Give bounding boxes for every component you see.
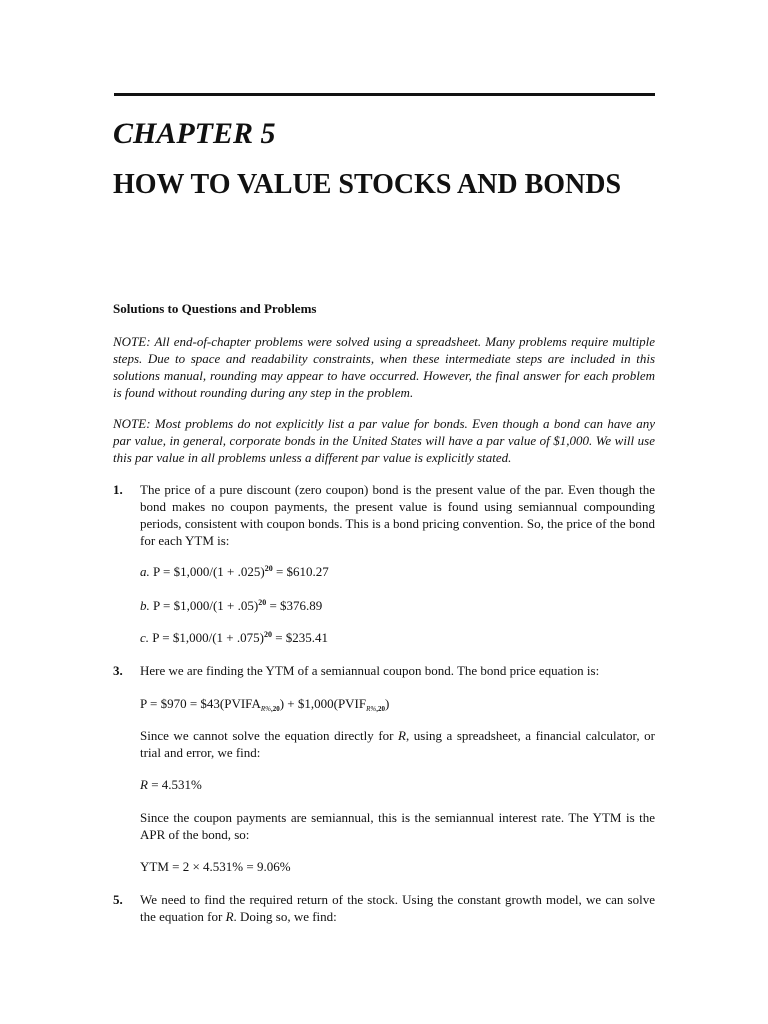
part-b-result: = $376.89 <box>266 598 323 613</box>
problem-1a-equation <box>140 563 329 580</box>
problem-3-number: 3. <box>113 663 123 678</box>
part-c-label: c. <box>140 630 150 645</box>
pvif-rate-subscript: R% <box>366 705 377 713</box>
equation-part-2: ) + $1,000(PVIF <box>279 696 367 711</box>
part-c-result: = $235.41 <box>271 630 329 645</box>
pvif-period-subscript: ,20 <box>376 705 385 713</box>
equation-part-1: P = $970 = $43(PVIFA <box>140 696 261 711</box>
problem-5-variable: R <box>225 909 234 924</box>
solve-variable: R <box>398 728 406 743</box>
problem-3-ytm: YTM = 2 × 4.531% = 9.06% <box>140 859 291 874</box>
part-a-lhs: P = $1,000/(1 + .025) <box>153 564 265 579</box>
problem-3-price-equation <box>140 695 389 715</box>
problem-3-result <box>140 776 202 793</box>
problem-3-intro: Here we are finding the YTM of a semiannual coupon bond. The bond price equation is: <box>140 663 600 678</box>
result-variable: R <box>140 777 148 792</box>
part-c-lhs: P = $1,000/(1 + .075) <box>152 630 264 645</box>
top-rule <box>114 93 655 96</box>
problem-1-number: 1. <box>113 482 123 497</box>
pvifa-rate-subscript: R% <box>260 705 271 713</box>
problem-5-text-pre: We need to find the required return of the stock. Using the constant growth model, we can solve the equation for <box>140 892 655 924</box>
solve-text-post: , using a spreadsheet, a financial calculator, or trial and error, we find: <box>140 728 655 760</box>
solve-text-pre: Since we cannot solve the equation directly for <box>140 728 399 743</box>
chapter-number: CHAPTER 5 <box>113 117 276 150</box>
part-b-exponent: 20 <box>258 598 267 607</box>
pvifa-period-subscript: ,20 <box>270 705 280 713</box>
result-value: = 4.531% <box>147 777 202 792</box>
part-a-exponent: 20 <box>264 564 273 573</box>
problem-5-number: 5. <box>113 892 123 907</box>
problem-3-solve-text <box>140 727 655 761</box>
equation-part-3: ) <box>384 696 390 711</box>
part-c-exponent: 20 <box>263 630 272 639</box>
section-heading: Solutions to Questions and Problems <box>113 301 317 316</box>
note-paragraph-1: NOTE: All end-of-chapter problems were solved using a spreadsheet. Many problems require multiple steps. Due to space and readability constraints, when these intermediate steps are included in this solutions manual, rounding may appear to have occurred. However, the final answer for each problem is found without rounding during any step in the problem. <box>113 334 655 400</box>
part-b-label: b. <box>140 598 150 613</box>
problem-1b-equation <box>140 597 322 614</box>
chapter-title: HOW TO VALUE STOCKS AND BONDS <box>113 169 622 200</box>
part-b-lhs: P = $1,000/(1 + .05) <box>153 598 259 613</box>
note-paragraph-2: NOTE: Most problems do not explicitly list a par value for bonds. Even though a bond can have any par value, in general, corporate bonds in the United States will have a par value of $1,000. We will use this par value in all problems unless a different par value is explicitly stated. <box>113 416 655 465</box>
problem-3-semiannual-text: Since the coupon payments are semiannual, this is the semiannual interest rate. The YTM is the APR of the bond, so: <box>140 810 655 842</box>
part-a-label: a. <box>140 564 150 579</box>
problem-5-text-post: . Doing so, we find: <box>233 909 337 924</box>
problem-5-text <box>140 891 655 925</box>
problem-1c-equation <box>140 629 328 646</box>
problem-1-text: The price of a pure discount (zero coupon) bond is the present value of the par. Even though the bond makes no coupon payments, the present value is found using semiannual compounding periods, consistent with coupon bonds. This is a bond pricing convention. So, the price of the bond for each YTM is: <box>140 482 655 548</box>
part-a-result: = $610.27 <box>272 564 329 579</box>
